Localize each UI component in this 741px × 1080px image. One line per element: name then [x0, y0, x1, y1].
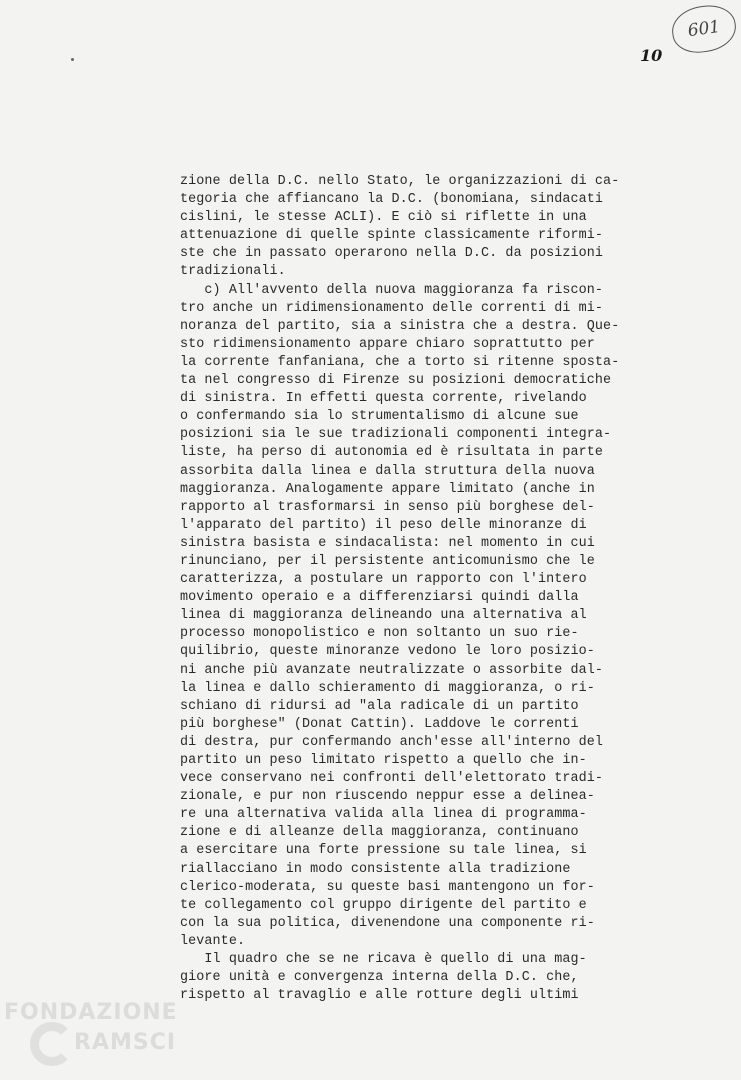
text-line: rinunciano, per il persistente anticomunismo che le [180, 553, 595, 569]
text-line: zione della D.C. nello Stato, le organizzazioni di ca- [180, 174, 620, 189]
text-line: cislini, le stesse ACLI). E ciò si riflette in una [180, 210, 587, 226]
text-line: caratterizza, a postulare un rapporto con l'intero [180, 572, 587, 588]
text-line: o confermando sia lo strumentalismo di alcune sue [180, 409, 579, 425]
text-line: riallacciano in modo consistente alla tradizione [180, 861, 571, 877]
text-line: c) All'avvento della nuova maggioranza fa riscon- [180, 282, 604, 298]
text-line: di destra, pur confermando anch'esse all'interno del [180, 734, 604, 750]
text-line: liste, ha perso di autonomia ed è risultata in parte [180, 445, 604, 461]
page-number: 10 [640, 46, 663, 65]
text-line: più borghese" (Donat Cattin). Laddove le correnti [180, 716, 579, 732]
text-line: vece conservano nei confronti dell'elettorato tradi- [180, 771, 604, 787]
watermark-g-icon [30, 1022, 74, 1066]
watermark-text-2: RAMSCI [74, 1030, 177, 1055]
text-line: Il quadro che se ne ricava è quello di una mag- [180, 952, 587, 968]
text-line: ni anche più avanzate neutralizzate o assorbite dal- [180, 662, 604, 678]
text-line: schiano di ridursi ad "ala radicale di un partito [180, 698, 579, 714]
text-line: assorbita dalla linea e dalla struttura della nuova [180, 463, 595, 479]
text-line: re una alternativa valida alla linea di programma- [180, 807, 587, 823]
archive-number-stamp: 601 [669, 2, 739, 56]
text-line: con la sua politica, divenendone una componente ri- [180, 915, 595, 931]
text-line: tro anche un ridimensionamento delle correnti di mi- [180, 300, 604, 316]
text-line: rapporto al trasformarsi in senso più borghese del- [180, 499, 595, 515]
text-line: la corrente fanfaniana, che a torto si ritenne sposta- [180, 354, 620, 370]
text-line: zione e di alleanze della maggioranza, continuano [180, 825, 579, 841]
text-line: tradizionali. [180, 264, 286, 280]
text-line: tegoria che affiancano la D.C. (bonomiana, sindacati [180, 192, 604, 208]
text-line: attenuazione di quelle spinte classicamente riformi- [180, 228, 604, 244]
text-line: maggioranza. Analogamente appare limitato (anche in [180, 481, 595, 497]
text-line: la linea e dallo schieramento di maggioranza, o ri- [180, 680, 595, 696]
text-line: ste che in passato operarono nella D.C. da posizioni [180, 246, 604, 262]
text-line: sinistra basista e sindacalista: nel momento in cui [180, 535, 595, 551]
watermark-text-1: FONDAZIONE [4, 1000, 178, 1025]
text-line: di sinistra. In effetti questa corrente, rivelando [180, 391, 587, 407]
text-line: quilibrio, queste minoranze vedono le loro posizio- [180, 644, 595, 660]
text-line: zionale, e pur non riuscendo neppur esse a delinea- [180, 789, 595, 805]
text-line: noranza del partito, sia a sinistra che a destra. Que- [180, 318, 620, 334]
paper-speck [71, 58, 74, 61]
text-line: posizioni sia le sue tradizionali componenti integra- [180, 427, 612, 443]
text-line: te collegamento col gruppo dirigente del partito e [180, 897, 587, 913]
text-line: levante. [180, 933, 246, 949]
text-line: clerico-moderata, su queste basi mantengono un for- [180, 879, 595, 895]
text-line: giore unità e convergenza interna della D.C. che, [180, 970, 579, 986]
text-line: ta nel congresso di Firenze su posizioni democratiche [180, 373, 612, 389]
text-line: l'apparato del partito) il peso delle minoranze di [180, 517, 587, 533]
text-line: rispetto al travaglio e alle rotture degli ultimi [180, 988, 579, 1004]
watermark-logo [4, 1000, 189, 1075]
text-line: processo monopolistico e non soltanto un suo rie- [180, 626, 579, 642]
text-line: linea di maggioranza delineando una alternativa al [180, 608, 587, 624]
text-line: sto ridimensionamento appare chiaro soprattutto per [180, 336, 595, 352]
text-line: partito un peso limitato rispetto a quello che in- [180, 753, 587, 768]
typewritten-text [180, 173, 650, 1005]
text-line: a esercitare una forte pressione su tale linea, si [180, 843, 587, 859]
text-line: movimento operaio e a differenziarsi quindi dalla [180, 590, 579, 606]
